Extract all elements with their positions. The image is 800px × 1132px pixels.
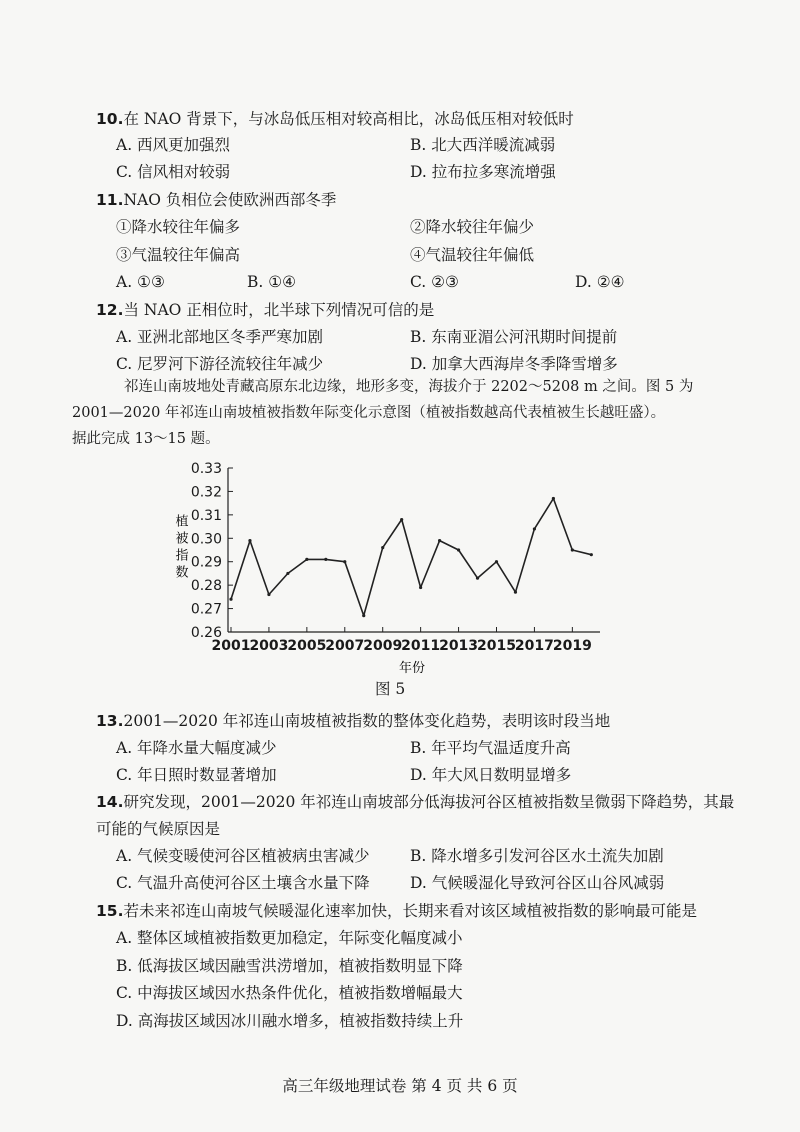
data-point: [533, 527, 536, 530]
question-11-option-a[interactable]: A. ①③: [116, 273, 165, 291]
page-footer: 高三年级地理试卷 第 4 页 共 6 页: [282, 1077, 518, 1095]
passage-line-3: 据此完成 13～15 题。: [72, 431, 220, 447]
chart-xlabel: 年份: [398, 661, 426, 676]
data-point: [267, 593, 270, 596]
x-tick-label: 2015: [477, 638, 516, 654]
question-14-option-b[interactable]: B. 降水增多引发河谷区水土流失加剧: [410, 847, 664, 865]
passage: [72, 374, 736, 452]
x-tick-label: 2003: [249, 638, 289, 654]
passage-line-1: 祁连山南坡地处青藏高原东北边缘，地形多变，海拔介于 2202～5208 m 之间。图 5 为: [124, 379, 694, 395]
data-point: [400, 518, 403, 521]
y-tick-label: 0.30: [190, 531, 222, 548]
question-15-stem: 15.若未来祁连山南坡气候暖湿化速率加快，长期来看对该区域植被指数的影响最可能是: [96, 902, 697, 920]
data-point: [514, 591, 517, 594]
question-13-stem: 13.2001—2020 年祁连山南坡植被指数的整体变化趋势，表明该时段当地: [96, 712, 611, 730]
x-tick-label: 2019: [552, 638, 592, 654]
vegetation-index-chart: [150, 458, 630, 678]
question-12-option-a[interactable]: A. 亚洲北部地区冬季严寒加剧: [116, 328, 324, 346]
series-polyline: [231, 499, 591, 616]
y-tick-label: 0.28: [190, 578, 222, 595]
question-12-option-c[interactable]: C. 尼罗河下游径流较往年减少: [116, 355, 324, 373]
question-14-option-d[interactable]: D. 气候暖湿化导致河谷区山谷风减弱: [410, 874, 665, 892]
question-10-option-b[interactable]: B. 北大西洋暖流减弱: [410, 136, 556, 154]
data-point: [343, 560, 346, 563]
question-15-option-b[interactable]: B. 低海拔区域因融雪洪涝增加，植被指数明显下降: [116, 957, 463, 975]
question-13-option-c[interactable]: C. 年日照时数显著增加: [116, 766, 277, 784]
question-10-option-a[interactable]: A. 西风更加强烈: [116, 136, 231, 154]
question-12-stem: 12.当 NAO 正相位时，北半球下列情况可信的是: [96, 301, 435, 319]
question-13-option-b[interactable]: B. 年平均气温适度升高: [410, 739, 571, 757]
x-tick-label: 2013: [439, 638, 479, 654]
question-15-option-c[interactable]: C. 中海拔区域因水热条件优化，植被指数增幅最大: [116, 984, 463, 1002]
question-13-option-d[interactable]: D. 年大风日数明显增多: [410, 766, 572, 784]
data-point: [438, 539, 441, 542]
question-15-option-a[interactable]: A. 整体区域植被指数更加稳定，年际变化幅度减小: [116, 929, 463, 947]
data-point: [571, 548, 574, 551]
question-14-stem-cont: 可能的气候原因是: [96, 820, 221, 838]
question-14-stem: 14.研究发现，2001—2020 年祁连山南坡部分低海拔河谷区植被指数呈微弱下降趋势，其最: [96, 793, 735, 811]
y-tick-label: 0.33: [190, 461, 222, 477]
data-point: [419, 586, 422, 589]
question-10-option-c[interactable]: C. 信风相对较弱: [116, 163, 231, 181]
data-point: [552, 497, 555, 500]
x-tick-label: 2007: [325, 638, 365, 654]
question-12-option-d[interactable]: D. 加拿大西海岸冬季降雪增多: [410, 355, 618, 373]
question-15-option-d[interactable]: D. 高海拔区域因冰川融水增多，植被指数持续上升: [116, 1012, 464, 1030]
x-tick-label: 2017: [514, 638, 554, 654]
question-10-stem: 10.在 NAO 背景下，与冰岛低压相对较高相比，冰岛低压相对较低时: [96, 110, 574, 128]
y-tick-label: 0.32: [190, 484, 222, 501]
data-point: [305, 558, 308, 561]
chart-ylabel: 植被指数: [172, 514, 188, 582]
x-tick-label: 2005: [287, 638, 327, 654]
data-point: [248, 539, 251, 542]
question-11-option-c[interactable]: C. ②③: [410, 273, 459, 291]
data-point: [229, 598, 232, 601]
passage-line-2: 2001—2020 年祁连山南坡植被指数年际变化示意图（植被指数越高代表植被生长越旺盛）。: [72, 405, 666, 421]
question-14-option-a[interactable]: A. 气候变暖使河谷区植被病虫害减少: [116, 847, 370, 865]
question-11-item-4: ④气温较往年偏低: [410, 246, 535, 264]
data-point: [495, 560, 498, 563]
question-12-option-b[interactable]: B. 东南亚湄公河汛期时间提前: [410, 328, 618, 346]
y-tick-label: 0.27: [190, 601, 222, 618]
data-point: [457, 548, 460, 551]
question-11-option-b[interactable]: B. ①④: [247, 273, 297, 291]
data-point: [590, 553, 593, 556]
question-11-option-d[interactable]: D. ②④: [575, 273, 625, 291]
x-tick-label: 2001: [211, 638, 251, 654]
data-point: [324, 558, 327, 561]
question-14-option-c[interactable]: C. 气温升高使河谷区土壤含水量下降: [116, 874, 370, 892]
data-point: [286, 572, 289, 575]
question-11-item-3: ③气温较往年偏高: [116, 246, 241, 264]
x-tick-label: 2011: [401, 638, 441, 654]
question-10-option-d[interactable]: D. 拉布拉多寒流增强: [410, 163, 556, 181]
y-tick-label: 0.26: [190, 625, 222, 641]
data-point: [362, 614, 365, 617]
figure-caption: 图 5: [375, 680, 406, 698]
question-11-item-1: ①降水较往年偏多: [116, 218, 241, 236]
y-tick-label: 0.31: [190, 507, 222, 524]
y-tick-label: 0.29: [190, 554, 222, 571]
question-11-item-2: ②降水较往年偏少: [410, 218, 535, 236]
question-13-option-a[interactable]: A. 年降水量大幅度减少: [116, 739, 277, 757]
data-point: [381, 546, 384, 549]
chart-series-line: [229, 497, 593, 617]
x-tick-label: 2009: [363, 638, 403, 654]
chart-axes: [191, 461, 600, 654]
question-11-stem: 11.NAO 负相位会使欧洲西部冬季: [96, 191, 337, 209]
data-point: [476, 577, 479, 580]
